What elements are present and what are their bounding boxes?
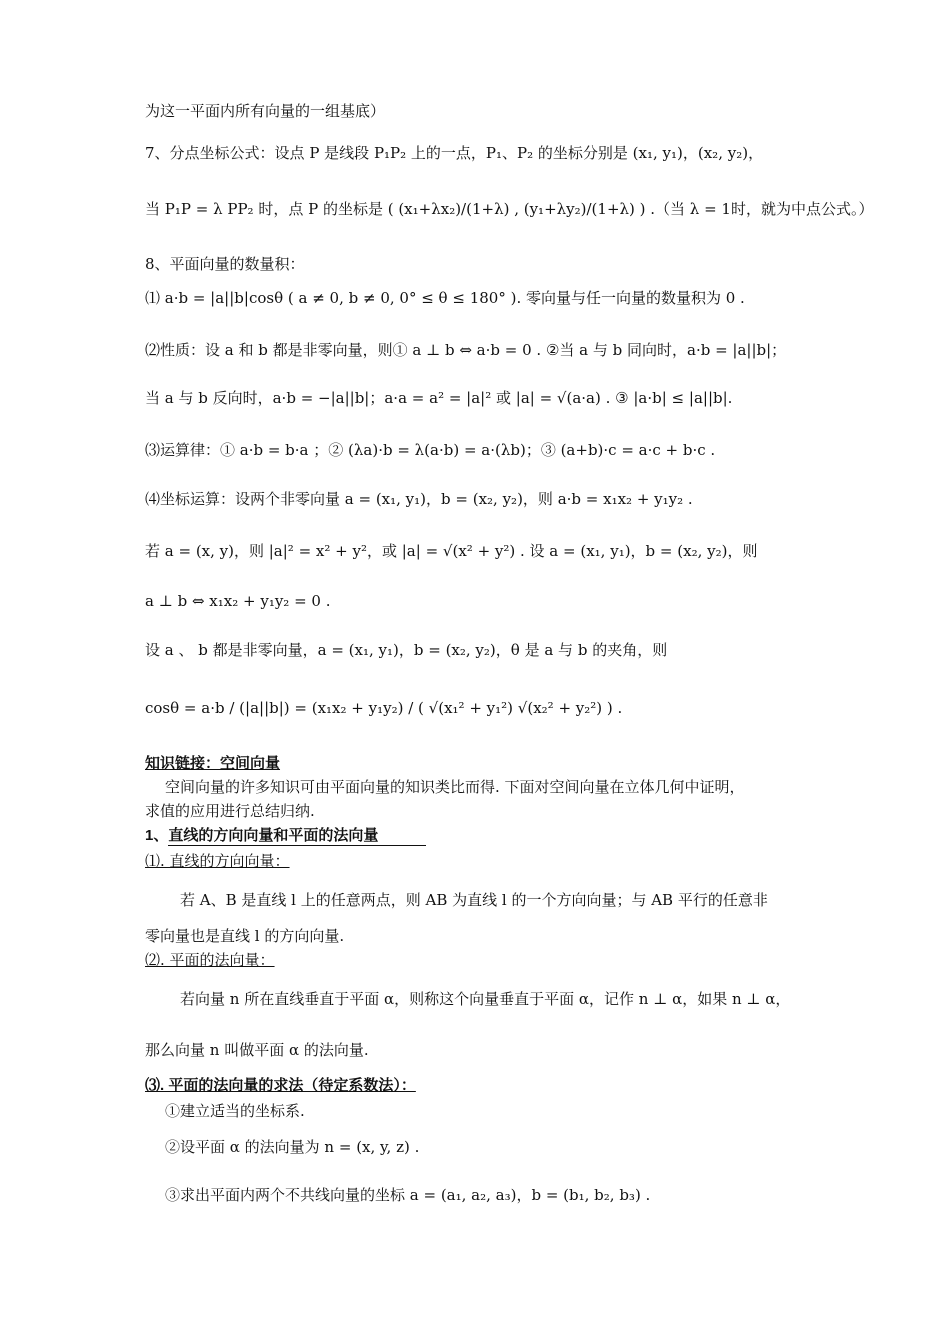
text-line: 若 a = (x, y)，则 |a|² = x² + y²，或 |a| = √(x² + y²) . 设 a = (x₁, y₁)，b = (x₂, y₂)，则 xyxy=(145,542,758,560)
text-line: 若 A、B 是直线 l 上的任意两点，则 AB 为直线 l 的一个方向向量；与 AB 平行的任意非 xyxy=(180,891,768,909)
subsection-title: ⑵. 平面的法向量： xyxy=(145,951,275,969)
text-line: 若向量 n 所在直线垂直于平面 α，则称这个向量垂直于平面 α，记作 n ⊥ α，如果 n ⊥ α， xyxy=(180,990,791,1008)
text-line: ⑵性质：设 a 和 b 都是非零向量，则① a ⊥ b ⇔ a·b = 0 . ②当 a 与 b 同向时，a·b = |a||b|； xyxy=(145,341,787,359)
text-line: ①建立适当的坐标系. xyxy=(165,1102,305,1120)
text-line: 8、平面向量的数量积： xyxy=(145,255,305,273)
text-line: a ⊥ b ⇔ x₁x₂ + y₁y₂ = 0 . xyxy=(145,592,331,610)
subsection-heading: 1、直线的方向向量和平面的法向量 xyxy=(145,827,379,844)
text-line: ⑴ a·b = |a||b|cosθ ( a ≠ 0, b ≠ 0, 0° ≤ θ ≤ 180° ). 零向量与任一向量的数量积为 0 . xyxy=(145,289,745,307)
text-line: 当 P₁P = λ PP₂ 时，点 P 的坐标是 ( (x₁+λx₂)/(1+λ) , (y₁+λy₂)/(1+λ) ) .（当 λ = 1时，就为中点公式。） xyxy=(145,200,874,218)
text-line: ②设平面 α 的法向量为 n = (x, y, z) . xyxy=(165,1138,420,1156)
text-line: ⑷坐标运算：设两个非零向量 a = (x₁, y₁)，b = (x₂, y₂)，则 a·b = x₁x₂ + y₁y₂ . xyxy=(145,490,693,508)
text-line: 7、分点坐标公式：设点 P 是线段 P₁P₂ 上的一点，P₁、P₂ 的坐标分别是 (x₁, y₁)，(x₂, y₂)， xyxy=(145,144,764,162)
heading-underline xyxy=(168,845,426,846)
text-line: 当 a 与 b 反向时，a·b = −|a||b|；a·a = a² = |a|² 或 |a| = √(a·a) . ③ |a·b| ≤ |a||b|. xyxy=(145,389,733,407)
text-line: cosθ = a·b / (|a||b|) = (x₁x₂ + y₁y₂) / ( √(x₁² + y₁²) √(x₂² + y₂²) ) . xyxy=(145,699,623,717)
text-line: 求值的应用进行总结归纳. xyxy=(145,802,315,820)
text-line: 零向量也是直线 l 的方向向量. xyxy=(145,927,345,945)
subsection-title: ⑴. 直线的方向向量： xyxy=(145,852,290,870)
text-line: 为这一平面内所有向量的一组基底） xyxy=(145,102,386,120)
text-line: 那么向量 n 叫做平面 α 的法向量. xyxy=(145,1041,369,1059)
text-line: 空间向量的许多知识可由平面向量的知识类比而得. 下面对空间向量在立体几何中证明， xyxy=(165,778,745,796)
subsection-title: ⑶. 平面的法向量的求法（待定系数法）： xyxy=(145,1077,416,1094)
text-line: ③求出平面内两个不共线向量的坐标 a = (a₁, a₂, a₃)，b = (b₁, b₂, b₃) . xyxy=(165,1186,651,1204)
text-line: ⑶运算律：① a·b = b·a ；② (λa)·b = λ(a·b) = a·(λb)；③ (a+b)·c = a·c + b·c . xyxy=(145,441,716,459)
section-heading: 知识链接：空间向量 xyxy=(145,755,281,772)
text-line: 设 a 、 b 都是非零向量，a = (x₁, y₁)，b = (x₂, y₂)，θ 是 a 与 b 的夹角，则 xyxy=(145,641,668,659)
